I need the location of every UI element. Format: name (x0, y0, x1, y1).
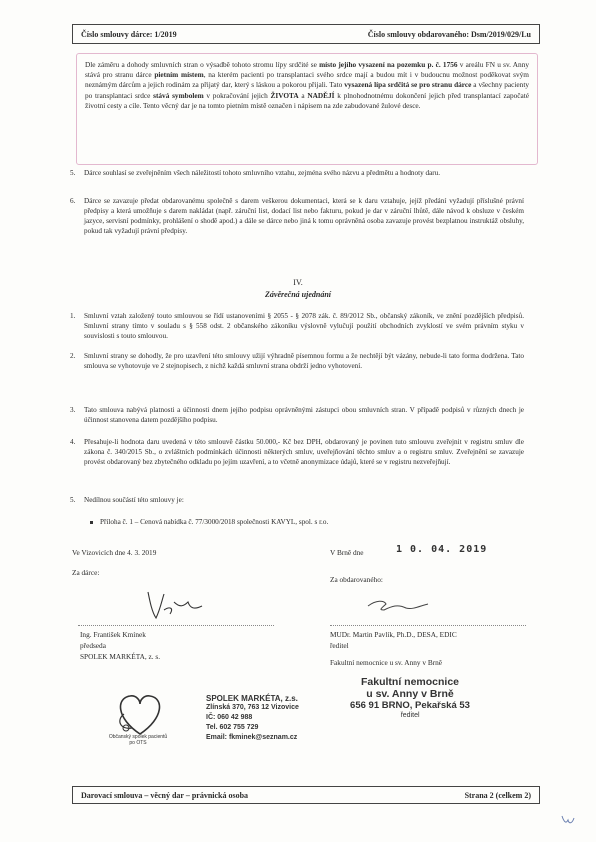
place-date-right: V Brně dne (330, 548, 364, 557)
spolek-logo-caption: Občanský spolek pacientů po OTS (108, 734, 168, 746)
memorial-text: v areálu FN u sv. Anny stává pro stranu dárce (85, 60, 529, 80)
section-title: Závěrečná ujednání (265, 290, 331, 299)
page-number: Strana 2 (celkem 2) (464, 790, 531, 800)
recipient-signature-icon (362, 594, 432, 616)
stamp-email: Email: fkminek@seznam.cz (206, 734, 298, 741)
attachment-text: Příloha č. 1 – Cenová nabídka č. 77/3000/2018 společnosti KAVYL, spol. s r.o. (100, 518, 329, 526)
memorial-text: a (298, 90, 308, 100)
bullet-icon (90, 521, 93, 524)
recipient-label: Za obdarovaného: (330, 575, 383, 584)
final-clause-1 (70, 311, 524, 341)
memorial-text-bold: vysazená lípa srdčitá se pro stranu dárce (344, 80, 472, 90)
clause-number: 5. (70, 496, 76, 504)
stamp-hospital-line2: u sv. Anny v Brně (366, 688, 454, 700)
final-clause-4 (70, 437, 524, 467)
stamp-hospital-line1: Fakultní nemocnice (360, 676, 460, 688)
recipient-name: MUDr. Martin Pavlík, Ph.D., DESA, EDIC (330, 630, 457, 639)
donor-role: předseda (80, 641, 106, 650)
final-clause-2 (70, 351, 524, 371)
attachment-item (100, 518, 328, 526)
memorial-text-bold: NADĚJÍ (307, 90, 335, 100)
clause-text: Smluvní vztah založený touto smlouvou se řídí ustanoveními § 2055 - § 2078 zák. č. 89/2012 Sb., občanský zákoník, ve znění pozdějších předpisů. Smluvní strany tímto v souladu s § 558 odst. 2 občanského zákoníku výslovně vylučují použití obchodních zvyklostí ve svém právním styku v souvislosti s touto smlouvou. (84, 312, 524, 341)
clause-text: Přesahuje-li hodnota daru uvedená v této smlouvě částku 50.000,- Kč bez DPH, obdarovaný je povinen tuto smlouvu zveřejnit v registru smluv dle zákona č. 340/2015 Sb., o zvláštních podmínkách účinnosti některých smluv, uveřejňování těchto smluv a o registru smluv. Zveřejnění se zavazuje provést obdarovaný bez zbytečného odkladu po jejím uzavření, a to včetně anonymizace údajů, které se v registru nezveřejňují. (84, 438, 524, 467)
clause-number: 2. (70, 352, 76, 360)
stamp-hospital-role: ředitel (400, 712, 420, 719)
clause-number: 5. (70, 169, 76, 177)
clause-number: 4. (70, 438, 76, 446)
donor-signature-icon (140, 588, 210, 622)
clause-text: Smluvní strany se dohodly, že pro uzavření této smlouvy užijí výhradně písemnou formu a že nechtějí být vázány, nebude-li tato forma dodržena. Tato smlouva se vyhotovuje ve 2 stejnopisech, z nichž každá smluvní strana obdrží jedno vyhotovení. (84, 352, 524, 371)
memorial-text: v pokračování jejich (203, 90, 271, 100)
clause-number: 3. (70, 406, 76, 414)
memorial-text-bold: místo jejího vysazení na pozemku p. č. 1756 (319, 60, 458, 69)
donor-name: Ing. František Kmínek (80, 630, 146, 639)
recipient-signature-line (330, 625, 526, 626)
memorial-text-bold: pietním místem (154, 70, 204, 80)
clause-number: 1. (70, 312, 76, 320)
stamp-org-name: SPOLEK MARKÉTA, z.s. (206, 694, 298, 703)
stamp-hospital-address: 656 91 BRNO, Pekařská 53 (350, 700, 470, 711)
memorial-note-box (76, 53, 538, 165)
recipient-contract-number: Číslo smlouvy obdarovaného: Dsm/2019/029/Lu (367, 29, 531, 39)
initials-mark-icon (560, 812, 578, 828)
recipient-role: ředitel (330, 641, 349, 650)
memorial-text: Dle záměru a dohody smluvních stran o výsadbě tohoto stromu lípy srdčité se (85, 60, 320, 69)
clause-text: Nedílnou součástí této smlouvy je: (84, 496, 184, 504)
clause-5 (70, 168, 524, 178)
memorial-text-bold: ŽIVOTA (270, 90, 299, 100)
final-clause-3 (70, 405, 524, 425)
clause-text: Dárce se zavazuje předat obdarovanému společně s darem veškerou dokumentaci, která se k daru vztahuje, jejíž předání vyžadují příslušné právní předpisy a která umožňuje s darem nakládat (např. záruční list, dodací list nebo fakturu, pokud je dar v záruční lhůtě, dále návod k obsluze v českém jazyce, servisní podmínky, prohlášení o shodě apod.) a dále se dárce nebo jiná k tomu oprávněná osoba zavazuje provést bezplatnou instruktáž obsluhy, pokud tak vyžadují právní předpisy. (84, 197, 524, 236)
donor-stamp (206, 694, 299, 743)
donor-contract-number: Číslo smlouvy dárce: 1/2019 (81, 29, 177, 39)
stamp-ic: IČ: 060 42 988 (206, 714, 253, 721)
donor-signature-line (78, 625, 274, 626)
donor-organization: SPOLEK MARKÉTA, z. s. (80, 652, 161, 661)
clause-text: Tato smlouva nabývá platnosti a účinnosti dnem jejího podpisu oprávněnými zástupci obou smluvních stran. V případě podpisů v různých dnech je účinnost stanovena datem pozdějšího podpisu. (84, 406, 524, 425)
clause-number: 6. (70, 197, 76, 205)
clause-6 (70, 196, 524, 236)
clause-text: Dárce souhlasí se zveřejněním všech náležitostí tohoto smluvního vztahu, zejména svého názvu a předmětu a hodnoty daru. (84, 169, 441, 177)
section-number: IV. (293, 278, 303, 287)
memorial-text-bold: stává symbolem (153, 90, 204, 100)
document-type: Darovací smlouva – věcný dar – právnická osoba (81, 790, 249, 800)
recipient-organization: Fakultní nemocnice u sv. Anny v Brně (330, 658, 443, 667)
memorial-text: , na kterém pacienti po transplantaci svého srdce mají a budou mít i v budoucnu možnost poděkovat svým neznámým dárcům a jejich rodinám za přijatý dar, který s láskou a pokorou přijali. Tato (85, 70, 529, 90)
recipient-stamp (320, 676, 500, 720)
received-date-stamp: 1 0. 04. 2019 (396, 544, 488, 555)
memorial-text: a všechny pacienty po transplantaci srdce (85, 80, 529, 100)
page-footer (72, 786, 540, 804)
place-date-left: Ve Vizovicích dne 4. 3. 2019 (72, 548, 157, 557)
final-clause-5 (70, 495, 524, 505)
stamp-address: Zlínská 370, 763 12 Vizovice (206, 704, 299, 711)
memorial-text: k plnohodnotnému dokončení jejich před transplantací započaté životní cesty a cíle. Tento věcný dar je na tomto pietním místě označen i nápisem na zde zabudované žulové desce. (85, 90, 529, 110)
stamp-phone: Tel. 602 755 729 (206, 724, 259, 731)
page-header (72, 24, 540, 44)
donor-label: Za dárce: (72, 568, 100, 577)
